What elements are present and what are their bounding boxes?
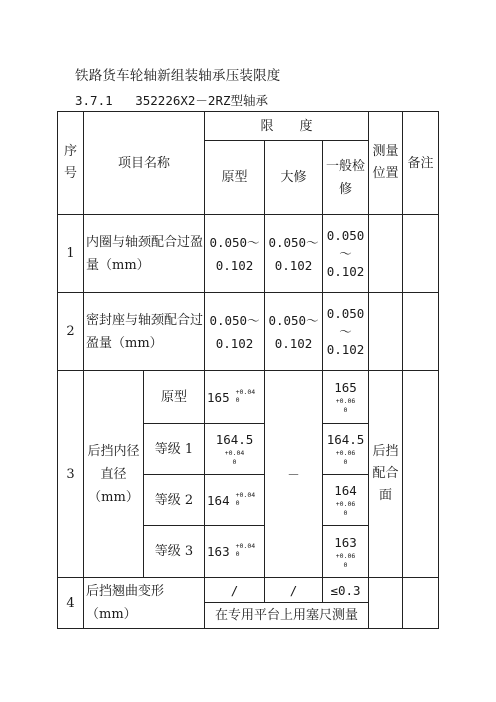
header-general-repair: 一般检修	[323, 141, 369, 215]
row-4-major-repair: /	[265, 578, 323, 603]
row-1-general-repair	[323, 215, 369, 293]
row-1-general-high: 0.102	[326, 263, 365, 279]
row-3-grade-label: 等级 1	[144, 424, 205, 475]
header-remarks: 备注	[403, 112, 439, 215]
row-1-measure-position	[369, 215, 403, 293]
row-3-grade-general: 164 +0.06 0	[323, 475, 369, 526]
row-4-number: 4	[58, 578, 84, 629]
row-3-item-name: 后挡内径直径（mm）	[84, 371, 144, 578]
header-seq: 序号	[58, 112, 84, 215]
row-3-grade-original: 164 +0.04 0	[205, 475, 265, 526]
row-2-major-repair: 0.050～0.102	[265, 293, 323, 371]
row-2-number: 2	[58, 293, 84, 371]
row-1-remarks	[403, 215, 439, 293]
header-limit: 限 度	[205, 112, 369, 141]
row-3-grade-label: 原型	[144, 371, 205, 424]
row-3-major-repair-dash: －	[265, 371, 323, 578]
row-3-number: 3	[58, 371, 84, 578]
row-2-general-sep: ～	[339, 323, 352, 339]
row-1-major-repair: 0.050～0.102	[265, 215, 323, 293]
section-number: 3.7.1	[75, 93, 113, 108]
row-1-original: 0.050～0.102	[205, 215, 265, 293]
row-4-remarks	[403, 578, 439, 629]
header-item-name: 项目名称	[84, 112, 205, 215]
header-major-repair: 大修	[265, 141, 323, 215]
limits-table	[57, 111, 439, 629]
bearing-model: 352226X2－2RZ	[135, 93, 231, 108]
row-1-general-sep: ～	[339, 245, 352, 261]
row-4-general-repair: ≤0.3	[323, 578, 369, 603]
section-heading	[75, 91, 268, 109]
row-3-grade-label: 等级 3	[144, 526, 205, 578]
row-3-grade-general: 165 +0.06 0	[323, 371, 369, 424]
row-3-grade-label: 等级 2	[144, 475, 205, 526]
document-title: 铁路货车轮轴新组装轴承压装限度	[75, 68, 281, 84]
row-3-grade-original: 164.5 +0.04 0	[205, 424, 265, 475]
model-suffix: 型轴承	[230, 93, 269, 108]
row-3-grade-original: 163 +0.04 0	[205, 526, 265, 578]
row-4-measure-position	[369, 578, 403, 629]
row-3-grade-original: 165 +0.04 0	[205, 371, 265, 424]
row-2-remarks	[403, 293, 439, 371]
row-3-grade-general: 163 +0.06 0	[323, 526, 369, 578]
header-original: 原型	[205, 141, 265, 215]
row-4-measurement-method: 在专用平台上用塞尺测量	[205, 603, 369, 629]
header-measure-position: 测量位置	[369, 112, 403, 215]
row-2-general-repair	[323, 293, 369, 371]
row-2-item-name: 密封座与轴颈配合过盈量（mm）	[84, 293, 205, 371]
row-1-general-low: 0.050	[326, 227, 365, 243]
row-3-measure-position: 后挡配合面	[369, 371, 403, 578]
row-3-grade-general: 164.5 +0.06 0	[323, 424, 369, 475]
row-4-original: /	[205, 578, 265, 603]
row-1-item-name: 内圈与轴颈配合过盈量（mm）	[84, 215, 205, 293]
row-2-original: 0.050～0.102	[205, 293, 265, 371]
row-2-general-high: 0.102	[326, 341, 365, 357]
row-2-measure-position	[369, 293, 403, 371]
row-4-item-name: 后挡翘曲变形（mm）	[84, 578, 205, 629]
row-2-general-low: 0.050	[326, 305, 365, 321]
row-1-number: 1	[58, 215, 84, 293]
row-3-remarks	[403, 371, 439, 578]
